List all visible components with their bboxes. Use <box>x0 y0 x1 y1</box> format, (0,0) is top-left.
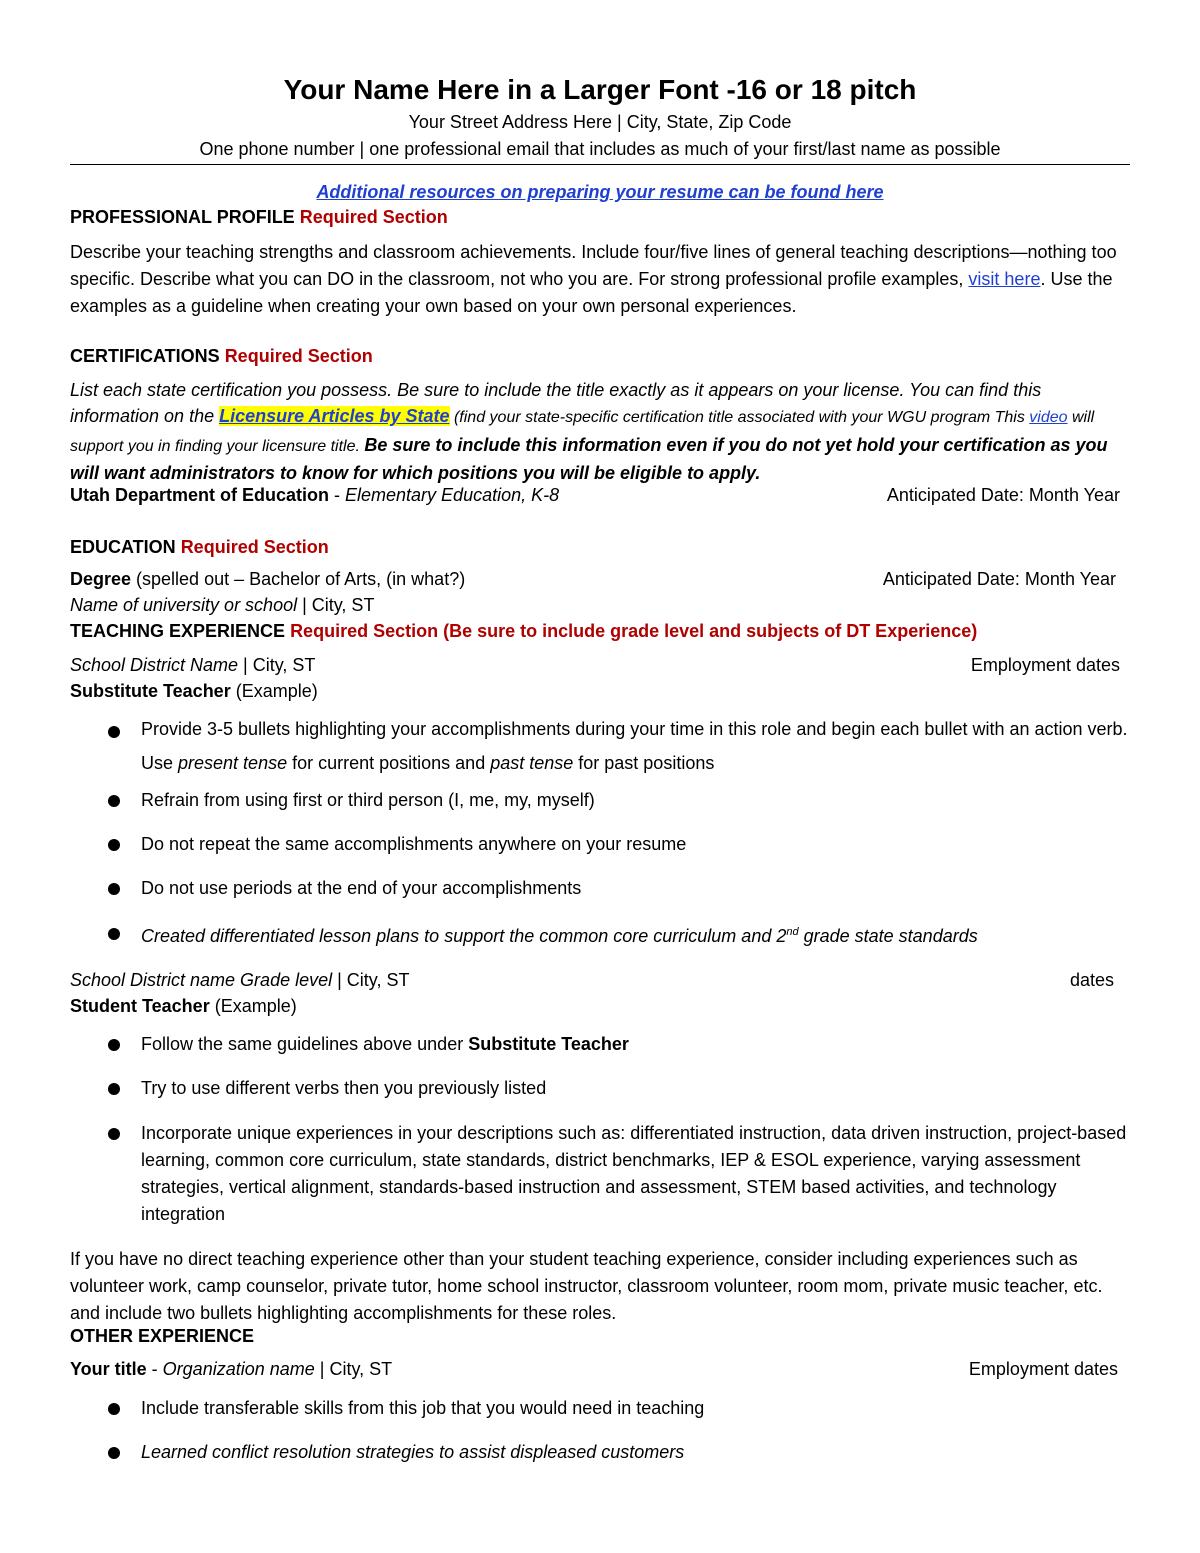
teaching-required: Required Section (Be sure to include grade level and subjects of DT Experience) <box>290 621 978 641</box>
certifications-required: Required Section <box>224 346 373 366</box>
bullet-icon <box>108 1083 120 1095</box>
other-dates: Employment dates <box>968 1359 1118 1379</box>
bullet-icon <box>108 883 120 895</box>
job1-dates: Employment dates <box>970 655 1120 675</box>
job1-bullet-3: Do not repeat the same accomplishments anywhere on your resume <box>141 834 687 854</box>
other-bullet-1: Include transferable skills from this job that you would need in teaching <box>141 1398 705 1418</box>
teaching-heading: TEACHING EXPERIENCE Required Section (Be sure to include grade level and subjects of DT Experience) <box>70 621 978 641</box>
job2-bullet-3: Incorporate unique experiences in your descriptions such as: differentiated instruction, data driven instruction, project-based learning, common core curriculum, state standards, district benchmarks, IEP & ESOL experience, varying assessment strategies, vertical alignment, standards-based instruction and assessment, STEM based activities, and technology integration <box>141 1123 1127 1224</box>
licensure-articles-link[interactable]: Licensure Articles by State <box>219 406 450 427</box>
university-line: Name of university or school | City, ST <box>70 595 375 615</box>
other-job-line: Your title - Organization name | City, ST <box>70 1359 393 1379</box>
education-heading: EDUCATION Required Section <box>70 537 329 557</box>
bullet-icon <box>108 726 120 738</box>
job2-title: Student Teacher (Example) <box>70 996 297 1016</box>
job1-bullet-5: Created differentiated lesson plans to support the common core curriculum and 2nd grade state standards <box>141 926 978 946</box>
certifications-instructions: List each state certification you possess. Be sure to include the title exactly as it appears on your license. You can find this information on the Licensure Articles by State (find your state-specific certification title associated with your WGU program This video will support you in finding your licensure title. Be sure to include this information even if you do not yet hold your certification as you will want administrators to know for which positions you will be eligible to apply. <box>70 380 1108 483</box>
certification-date: Anticipated Date: Month Year <box>886 485 1120 505</box>
bullet-icon <box>108 839 120 851</box>
job2-district: School District name Grade level | City, ST <box>70 970 410 990</box>
other-heading: OTHER EXPERIENCE <box>70 1326 255 1346</box>
job1-title: Substitute Teacher (Example) <box>70 681 318 701</box>
profile-heading: PROFESSIONAL PROFILE Required Section <box>70 207 448 227</box>
video-link[interactable]: video <box>1029 409 1068 427</box>
address-line: Your Street Address Here | City, State, Zip Code <box>408 112 792 132</box>
degree-line: Degree (spelled out – Bachelor of Arts, (in what?) <box>70 569 466 589</box>
resources-link[interactable]: Additional resources on preparing your resume can be found here <box>316 182 884 202</box>
contact-line: One phone number | one professional email that includes as much of your first/last name as possible <box>199 139 1001 159</box>
bullet-icon <box>108 1403 120 1415</box>
education-required: Required Section <box>180 537 329 557</box>
job2-dates: dates <box>1069 970 1114 990</box>
no-experience-note: If you have no direct teaching experience other than your student teaching experience, consider including experiences such as volunteer work, camp counselor, private tutor, home school instructor, classroom volunteer, room mom, private music teacher, etc. and include two bullets highlighting accomplishments for these roles. <box>70 1249 1103 1323</box>
bullet-icon <box>108 1447 120 1459</box>
resume-name: Your Name Here in a Larger Font -16 or 18 pitch <box>283 74 917 105</box>
other-bullet-2: Learned conflict resolution strategies to assist displeased customers <box>141 1442 685 1462</box>
job2-bullet-2: Try to use different verbs then you previously listed <box>141 1078 547 1098</box>
education-date: Anticipated Date: Month Year <box>882 569 1116 589</box>
bullet-icon <box>108 1039 120 1051</box>
job2-bullet-1: Follow the same guidelines above under Substitute Teacher <box>141 1034 629 1054</box>
bullet-icon <box>108 1128 120 1140</box>
profile-text: Describe your teaching strengths and classroom achievements. Include four/five lines of general teaching descriptions—nothing too specific. Describe what you can DO in the classroom, not who you are. For strong professional profile examples, visit here. Use the examples as a guideline when creating your own based on your own personal experiences. <box>70 242 1117 316</box>
bullet-icon <box>108 928 120 940</box>
job1-bullet-1: Provide 3-5 bullets highlighting your accomplishments during your time in this role and begin each bullet with an action verb. Use present tense for current positions and past tense for past positions <box>141 719 1128 773</box>
bullet-icon <box>108 795 120 807</box>
certifications-heading: CERTIFICATIONS Required Section <box>70 346 373 366</box>
job1-bullet-2: Refrain from using first or third person (I, me, my, myself) <box>141 790 595 810</box>
job1-district: School District Name | City, ST <box>70 655 316 675</box>
header-divider <box>70 164 1130 165</box>
certification-entry: Utah Department of Education - Elementary Education, K-8 <box>70 485 560 505</box>
profile-required: Required Section <box>299 207 448 227</box>
visit-here-link[interactable]: visit here <box>968 269 1041 289</box>
job1-bullet-4: Do not use periods at the end of your accomplishments <box>141 878 582 898</box>
